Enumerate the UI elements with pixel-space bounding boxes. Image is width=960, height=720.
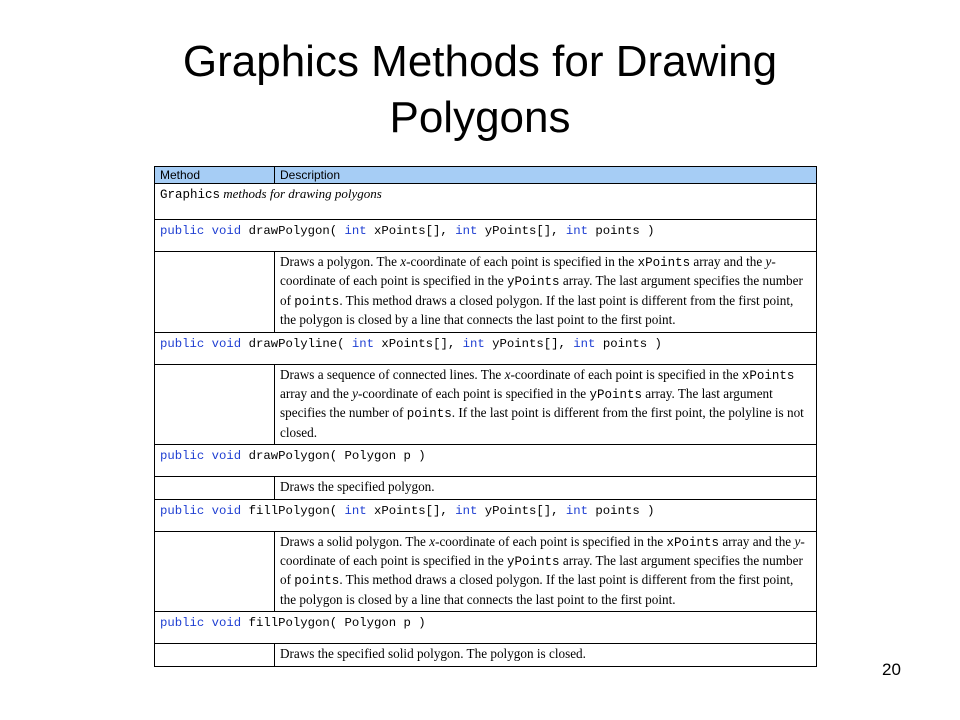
signature-text: points ) xyxy=(595,336,662,351)
keyword: public void xyxy=(160,616,242,631)
description-text: . If the last point is different from the first point, the polyline is not closed. xyxy=(280,405,804,440)
method-signature-row xyxy=(155,499,817,531)
keyword: public void xyxy=(160,336,242,351)
description-text: array. The last argument specifies the number of xyxy=(280,553,803,588)
description-text: -coordinate of each point is specified in the xyxy=(280,254,776,289)
method-description: Draws the specified polygon. xyxy=(275,477,817,499)
header-description: Description xyxy=(275,167,817,184)
group-title xyxy=(155,184,817,220)
description-text: array and the xyxy=(690,254,766,269)
slide-title xyxy=(0,34,960,146)
method-signature-row xyxy=(155,220,817,252)
signature-text: xPoints[], xyxy=(366,224,456,238)
signature-text: fillPolygon( xyxy=(241,503,345,518)
method-signature xyxy=(155,499,817,531)
description-code: xPoints xyxy=(741,368,795,383)
signature-text: yPoints[], xyxy=(477,503,566,518)
keyword: int xyxy=(455,503,478,518)
description-text: -coordinate of each point is specified in the xyxy=(510,366,742,382)
signature-text: points ) xyxy=(588,503,655,518)
group-title-row xyxy=(155,184,817,220)
description-code: xPoints xyxy=(637,256,691,270)
description-code: xPoints xyxy=(666,535,720,550)
description-code: points xyxy=(294,294,340,309)
method-description xyxy=(275,531,817,612)
keyword: int xyxy=(344,503,367,518)
description-text: . This method draws a closed polygon. If the last point is different from the first point, the polygon is closed by a line that connects the last point to the first point. xyxy=(280,572,794,607)
table-header-row xyxy=(155,167,817,184)
slide-title-line-1: Graphics Methods for Drawing xyxy=(182,37,778,86)
description-code: points xyxy=(294,574,340,589)
method-description xyxy=(275,252,817,333)
signature-text: drawPolygon( Polygon p ) xyxy=(241,449,426,464)
description-text: array. The last argument specifies the number of xyxy=(280,273,803,308)
description-italic: x xyxy=(504,366,511,382)
group-title-code: Graphics xyxy=(160,188,221,202)
description-text: . This method draws a closed polygon. If the last point is different from the first point, the polygon is closed by a line that connects the last point to the first point. xyxy=(280,292,794,328)
keyword: public void xyxy=(160,224,242,238)
description-text: array. The last argument specifies the number of xyxy=(280,386,773,421)
signature-text: fillPolygon( Polygon p ) xyxy=(241,616,426,631)
method-signature xyxy=(155,445,817,477)
keyword: int xyxy=(462,336,485,351)
keyword: int xyxy=(344,224,367,238)
method-signature xyxy=(155,220,817,252)
slide-title-line-2: Polygons xyxy=(389,93,571,142)
description-text: array and the xyxy=(719,533,795,549)
description-text: -coordinate of each point is specified in the xyxy=(406,254,638,269)
description-text: array and the xyxy=(280,386,353,402)
method-description-row xyxy=(155,531,817,612)
keyword: int xyxy=(351,336,375,351)
method-description: Draws the specified solid polygon. The polygon is closed. xyxy=(275,644,817,666)
method-description-row xyxy=(155,364,817,445)
keyword: int xyxy=(565,224,589,238)
method-signature xyxy=(155,612,817,644)
header-method: Method xyxy=(155,167,275,184)
keyword: public void xyxy=(160,449,242,464)
description-text: Draws a sequence of connected lines. The xyxy=(280,366,505,382)
keyword: int xyxy=(565,503,589,518)
description-text: Draws a polygon. The xyxy=(280,254,401,269)
method-signature-row xyxy=(155,445,817,477)
description-text: Draws a solid polygon. The xyxy=(280,533,430,549)
method-description-row xyxy=(155,477,817,499)
signature-text: drawPolygon( xyxy=(241,224,345,238)
keyword: int xyxy=(573,336,596,351)
signature-text: xPoints[], xyxy=(366,503,456,518)
description-code: yPoints xyxy=(507,555,560,570)
signature-text: points ) xyxy=(588,224,655,238)
signature-text: yPoints[], xyxy=(484,336,574,351)
description-text: -coordinate of each point is specified in the xyxy=(280,533,805,569)
group-title-text: methods for drawing polygons xyxy=(220,186,382,201)
keyword: int xyxy=(455,224,478,238)
method-description-row xyxy=(155,644,817,666)
description-code: yPoints xyxy=(589,388,642,403)
signature-text: drawPolyline( xyxy=(241,336,352,351)
description-text: -coordinate of each point is specified in the xyxy=(358,386,590,402)
signature-text: xPoints[], xyxy=(374,336,463,351)
description-code: yPoints xyxy=(507,275,560,290)
methods-table xyxy=(154,166,817,667)
method-signature xyxy=(155,332,817,364)
method-description xyxy=(275,364,817,445)
description-text: -coordinate of each point is specified in the xyxy=(435,533,667,549)
page-number: 20 xyxy=(882,660,901,679)
description-italic: x xyxy=(429,533,436,549)
keyword: public void xyxy=(160,503,242,518)
empty-cell xyxy=(155,252,275,333)
description-code: points xyxy=(406,407,452,422)
empty-cell xyxy=(155,477,275,499)
method-description-row xyxy=(155,252,817,333)
empty-cell xyxy=(155,364,275,445)
method-signature-row xyxy=(155,612,817,644)
empty-cell xyxy=(155,644,275,666)
description-italic: x xyxy=(400,254,407,269)
description-italic: y xyxy=(765,254,772,269)
empty-cell xyxy=(155,531,275,612)
signature-text: yPoints[], xyxy=(477,224,566,238)
method-signature-row xyxy=(155,332,817,364)
description-italic: y xyxy=(352,386,358,402)
description-italic: y xyxy=(794,533,801,549)
